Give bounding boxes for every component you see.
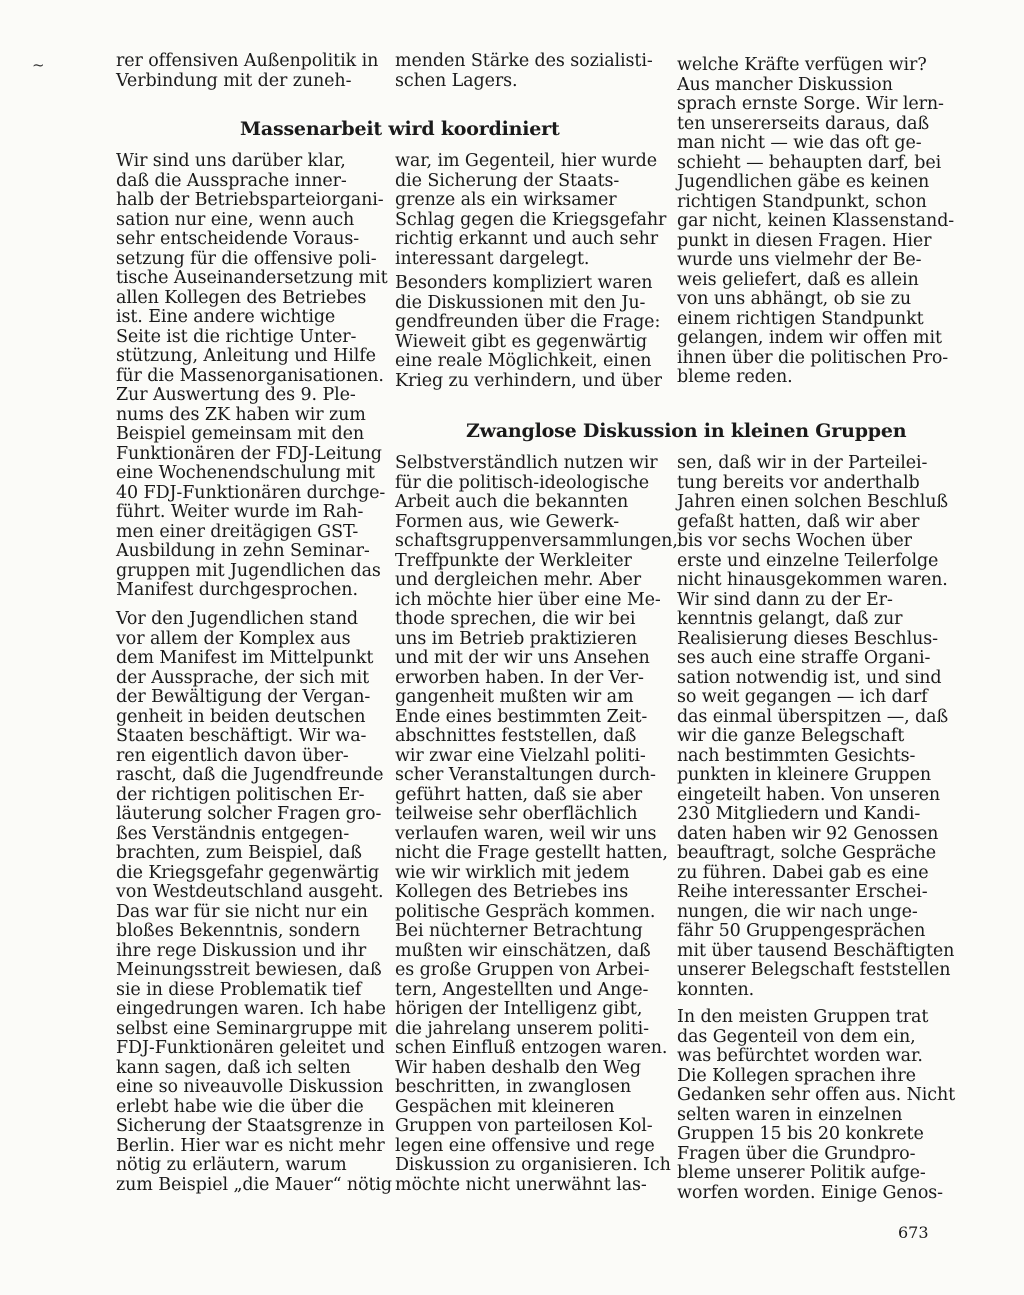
text-line: und dergleichen mehr. Aber	[395, 570, 641, 590]
text-line: punkt in diesen Fragen. Hier	[677, 230, 932, 251]
text-line: grenze als ein wirksamer	[395, 190, 617, 210]
text-line: die Kriegsgefahr gegenwärtig	[116, 862, 380, 883]
text-line: Wir sind uns darüber klar,	[116, 151, 346, 171]
page-number: 673	[898, 1223, 929, 1242]
text-line: Seite ist die richtige Unter-	[116, 326, 357, 347]
text-line: unserer Belegschaft feststellen	[677, 960, 951, 980]
text-line: ist. Eine andere wichtige	[116, 307, 336, 327]
text-line: führt. Weiter wurde im Rah-	[116, 502, 364, 522]
text-line: ihre rege Diskussion und ihr	[116, 940, 367, 961]
col3-para1	[677, 56, 954, 388]
text-line: Funktionären der FDJ-Leitung	[116, 443, 382, 464]
text-line: thode sprechen, die wir bei	[395, 609, 636, 629]
text-line: sation nur eine, wenn auch	[116, 209, 355, 230]
text-line: sation notwendig ist, und sind	[677, 667, 942, 688]
text-line: genheit in beiden deutschen	[116, 706, 366, 727]
text-line: für die Massenorganisationen.	[116, 365, 384, 386]
text-line: beauftragt, solche Gespräche	[677, 843, 936, 863]
text-line: ich möchte hier über eine Me-	[395, 589, 661, 610]
text-line: rer offensiven Außenpolitik in	[116, 51, 379, 71]
text-line: interessant dargelegt.	[395, 248, 590, 269]
text-line: erworben haben. In der Ver-	[395, 667, 644, 688]
text-line: Jugendlichen gäbe es keinen	[677, 172, 930, 192]
text-line: wie wir wirklich mit jedem	[395, 862, 630, 883]
text-line: tern, Angestellten und Ange-	[395, 979, 649, 1000]
text-line: setzung für die offensive poli-	[116, 248, 377, 269]
text-line: Wir sind dann zu der Er-	[677, 589, 893, 610]
text-line: Gruppen von parteilosen Kol-	[395, 1116, 653, 1136]
text-line: Fragen über die Grundpro-	[677, 1143, 916, 1164]
text-line: gefaßt hatten, daß wir aber	[677, 511, 920, 532]
text-line: gruppen mit Jugendlichen das	[116, 560, 381, 581]
col1-para1	[116, 152, 388, 601]
heading-massenarbeit: Massenarbeit wird koordiniert	[240, 118, 560, 140]
text-line: Treffpunkte der Werkleiter	[395, 550, 632, 571]
text-line: Ende eines bestimmten Zeit-	[395, 706, 648, 727]
text-line: man nicht — wie das oft ge-	[677, 133, 922, 153]
text-line: nicht die Frage gestellt hatten,	[395, 843, 668, 863]
text-line: men einer dreitägigen GST-	[116, 521, 359, 542]
text-line: bloßes Bekenntnis, sondern	[116, 921, 361, 941]
text-line: Formen aus, wie Gewerk-	[395, 511, 620, 532]
text-line: allen Kollegen des Betriebes	[116, 287, 367, 308]
text-line: 40 FDJ-Funktionären durchge-	[116, 482, 386, 503]
heading-zwanglose-diskussion: Zwanglose Diskussion in kleinen Gruppen	[466, 420, 907, 442]
text-line: Wir haben deshalb den Weg	[395, 1057, 641, 1078]
text-line: nungen, die wir nach unge-	[677, 901, 918, 922]
text-line: Besonders kompliziert waren	[395, 273, 653, 293]
text-line: beschritten, in zwanglosen	[395, 1077, 632, 1097]
text-line: schaftsgruppenversammlungen,	[395, 531, 678, 551]
text-line: Reihe interessanter Erschei-	[677, 882, 928, 902]
text-line: rascht, daß die Jugendfreunde	[116, 765, 384, 785]
text-line: weis geliefert, daß es allein	[677, 269, 919, 290]
text-line: daß die Aussprache inner-	[116, 170, 347, 191]
text-line: 230 Mitgliedern und Kandi-	[677, 804, 921, 824]
text-line: sehr entscheidende Voraus-	[116, 229, 360, 249]
text-line: Vor den Jugendlichen stand	[116, 609, 358, 629]
text-line: brachten, zum Beispiel, daß	[116, 843, 362, 863]
text-line: sie in diese Problematik tief	[116, 979, 362, 1000]
text-line: läuterung solcher Fragen gro-	[116, 804, 382, 824]
text-line: uns im Betrieb praktizieren	[395, 628, 637, 649]
text-line: Gespächen mit kleineren	[395, 1096, 615, 1117]
col3-para2	[677, 454, 954, 1000]
text-line: tische Auseinandersetzung mit	[116, 268, 388, 288]
text-line: der Aussprache, der sich mit	[116, 667, 370, 688]
text-line: Die Kollegen sprachen ihre	[677, 1065, 916, 1086]
text-line: bleme reden.	[677, 367, 793, 387]
text-line: hörigen der Intelligenz gibt,	[395, 999, 643, 1019]
text-line: kenntnis gelangt, daß zur	[677, 609, 903, 629]
text-line: bis vor sechs Wochen über	[677, 531, 912, 551]
text-line: verlaufen waren, weil wir uns	[395, 823, 657, 844]
text-line: kann sagen, daß ich selten	[116, 1057, 351, 1078]
text-line: ßes Verständnis entgegen-	[116, 823, 350, 844]
text-line: Wieweit gibt es gegenwärtig	[395, 331, 647, 352]
text-line: eingedrungen waren. Ich habe	[116, 999, 386, 1019]
text-line: Meinungsstreit bewiesen, daß	[116, 960, 382, 980]
text-line: dem Manifest im Mittelpunkt	[116, 648, 374, 668]
text-line: selten waren in einzelnen	[677, 1104, 903, 1125]
col2-para1	[395, 152, 666, 269]
text-line: die Diskussionen mit den Ju-	[395, 292, 646, 313]
text-line: In den meisten Gruppen trat	[677, 1007, 929, 1027]
text-line: Beispiel gemeinsam mit den	[116, 424, 365, 444]
text-line: sen, daß wir in der Parteilei-	[677, 453, 928, 473]
text-line: ten unsererseits daraus, daß	[677, 113, 930, 134]
text-line: zum Beispiel „die Mauer“ nötig	[116, 1174, 393, 1195]
text-line: Diskussion zu organisieren. Ich	[395, 1155, 671, 1175]
text-line: von uns abhängt, ob sie zu	[677, 289, 912, 309]
text-line: was befürchtet worden war.	[677, 1046, 923, 1066]
text-line: richtigen Standpunkt, schon	[677, 191, 927, 212]
text-line: möchte nicht unerwähnt las-	[395, 1174, 647, 1195]
text-line: nums des ZK haben wir zum	[116, 404, 366, 425]
text-line: erste und einzelne Teilerfolge	[677, 550, 939, 571]
text-line: Realisierung dieses Beschlus-	[677, 628, 938, 649]
text-line: ihnen über die politischen Pro-	[677, 347, 949, 368]
text-line: mußten wir einschätzen, daß	[395, 940, 651, 961]
text-line: konnten.	[677, 979, 755, 1000]
text-line: gelangen, indem wir offen mit	[677, 328, 942, 348]
text-line: legen eine offensive und rege	[395, 1135, 655, 1156]
text-line: das einmal überspitzen —, daß	[677, 706, 949, 727]
col2-top	[395, 52, 653, 91]
text-line: fähr 50 Gruppengesprächen	[677, 921, 926, 941]
text-line: von Westdeutschland ausgeht.	[116, 882, 384, 902]
text-line: worfen worden. Einige Genos-	[677, 1182, 943, 1203]
text-line: abschnittes feststellen, daß	[395, 726, 637, 746]
text-line: wir zwar eine Vielzahl politi-	[395, 745, 646, 766]
text-line: zu führen. Dabei gab es eine	[677, 862, 929, 883]
text-line: bleme unserer Politik aufge-	[677, 1163, 926, 1183]
text-line: der richtigen politischen Er-	[116, 784, 365, 805]
text-line: selbst eine Seminargruppe mit	[116, 1018, 387, 1039]
text-line: Gedanken sehr offen aus. Nicht	[677, 1085, 956, 1105]
text-line: Sicherung der Staatsgrenze in	[116, 1116, 385, 1136]
text-line: Schlag gegen die Kriegsgefahr	[395, 209, 667, 230]
text-line: gangenheit mußten wir am	[395, 687, 634, 707]
text-line: es große Gruppen von Arbei-	[395, 960, 650, 980]
col2-para2	[395, 274, 662, 391]
text-line: ses auch eine straffe Organi-	[677, 648, 931, 668]
text-line: Jahren einen solchen Beschluß	[677, 492, 948, 512]
text-line: politische Gespräch kommen.	[395, 901, 656, 922]
text-line: Kollegen des Betriebes ins	[395, 882, 629, 902]
text-line: Staaten beschäftigt. Wir wa-	[116, 726, 367, 746]
col1-para2	[116, 610, 392, 1195]
text-line: Krieg zu verhindern, und über	[395, 370, 662, 391]
text-line: wir die ganze Belegschaft	[677, 726, 905, 746]
text-line: schieht — behaupten darf, bei	[677, 152, 942, 173]
text-line: richtig erkannt und auch sehr	[395, 229, 659, 249]
text-line: vor allem der Komplex aus	[116, 628, 351, 649]
text-line: welche Kräfte verfügen wir?	[677, 55, 927, 75]
text-line: nötig zu erläutern, warum	[116, 1155, 347, 1175]
text-line: eine so niveauvolle Diskussion	[116, 1077, 384, 1097]
text-line: einem richtigen Standpunkt	[677, 308, 924, 329]
text-line: und mit der wir uns Ansehen	[395, 648, 650, 668]
text-line: teilweise sehr oberflächlich	[395, 804, 638, 824]
text-line: Arbeit auch die bekannten	[395, 492, 629, 512]
text-line: die Sicherung der Staats-	[395, 170, 620, 191]
col1-top	[116, 52, 378, 91]
text-line: scher Veranstaltungen durch-	[395, 765, 656, 785]
text-line: nicht hinausgekommen waren.	[677, 570, 948, 590]
text-line: Das war für sie nicht nur ein	[116, 901, 368, 922]
text-line: nach bestimmten Gesichts-	[677, 745, 916, 766]
text-line: Manifest durchgesprochen.	[116, 580, 358, 600]
col3-para3	[677, 1008, 955, 1203]
text-line: stützung, Anleitung und Hilfe	[116, 346, 376, 366]
text-line: Berlin. Hier war es nicht mehr	[116, 1135, 385, 1156]
text-line: so weit gegangen — ich darf	[677, 687, 928, 707]
text-line: eingeteilt haben. Von unseren	[677, 784, 940, 805]
margin-mark: ~	[32, 56, 45, 74]
text-line: FDJ-Funktionären geleitet und	[116, 1038, 385, 1058]
text-line: ren eigentlich davon über-	[116, 745, 349, 766]
text-line: Ausbildung in zehn Seminar-	[116, 541, 370, 561]
text-line: menden Stärke des sozialisti-	[395, 51, 653, 71]
text-line: geführt hatten, daß sie aber	[395, 784, 643, 805]
text-line: gendfreunden über die Frage:	[395, 312, 661, 332]
text-line: tung bereits vor anderthalb	[677, 472, 920, 493]
text-line: das Gegenteil von dem ein,	[677, 1026, 916, 1047]
text-line: mit über tausend Beschäftigten	[677, 940, 955, 961]
text-line: eine reale Möglichkeit, einen	[395, 351, 652, 371]
col2-para3	[395, 454, 678, 1195]
text-line: erlebt habe wie die über die	[116, 1096, 364, 1117]
text-line: war, im Gegenteil, hier wurde	[395, 151, 658, 171]
text-line: punkten in kleinere Gruppen	[677, 765, 932, 785]
text-line: Selbstverständlich nutzen wir	[395, 453, 658, 473]
text-line: gar nicht, keinen Klassenstand-	[677, 211, 955, 231]
text-line: halb der Betriebsparteiorgani-	[116, 190, 384, 210]
text-line: schen Lagers.	[395, 70, 518, 91]
text-line: der Bewältigung der Vergan-	[116, 687, 371, 707]
text-line: Aus mancher Diskussion	[677, 74, 893, 95]
text-line: Bei nüchterner Betrachtung	[395, 921, 643, 941]
text-line: sprach ernste Sorge. Wir lern-	[677, 94, 944, 114]
text-line: daten haben wir 92 Genossen	[677, 823, 939, 844]
text-line: die jahrelang unserem politi-	[395, 1018, 649, 1039]
text-line: für die politisch-ideologische	[395, 472, 649, 493]
text-line: Gruppen 15 bis 20 konkrete	[677, 1124, 924, 1144]
text-line: Zur Auswertung des 9. Ple-	[116, 385, 356, 405]
text-line: eine Wochenendschulung mit	[116, 463, 375, 483]
text-line: wurde uns vielmehr der Be-	[677, 250, 922, 270]
text-line: schen Einfluß entzogen waren.	[395, 1038, 668, 1058]
text-line: Verbindung mit der zuneh-	[116, 70, 352, 91]
